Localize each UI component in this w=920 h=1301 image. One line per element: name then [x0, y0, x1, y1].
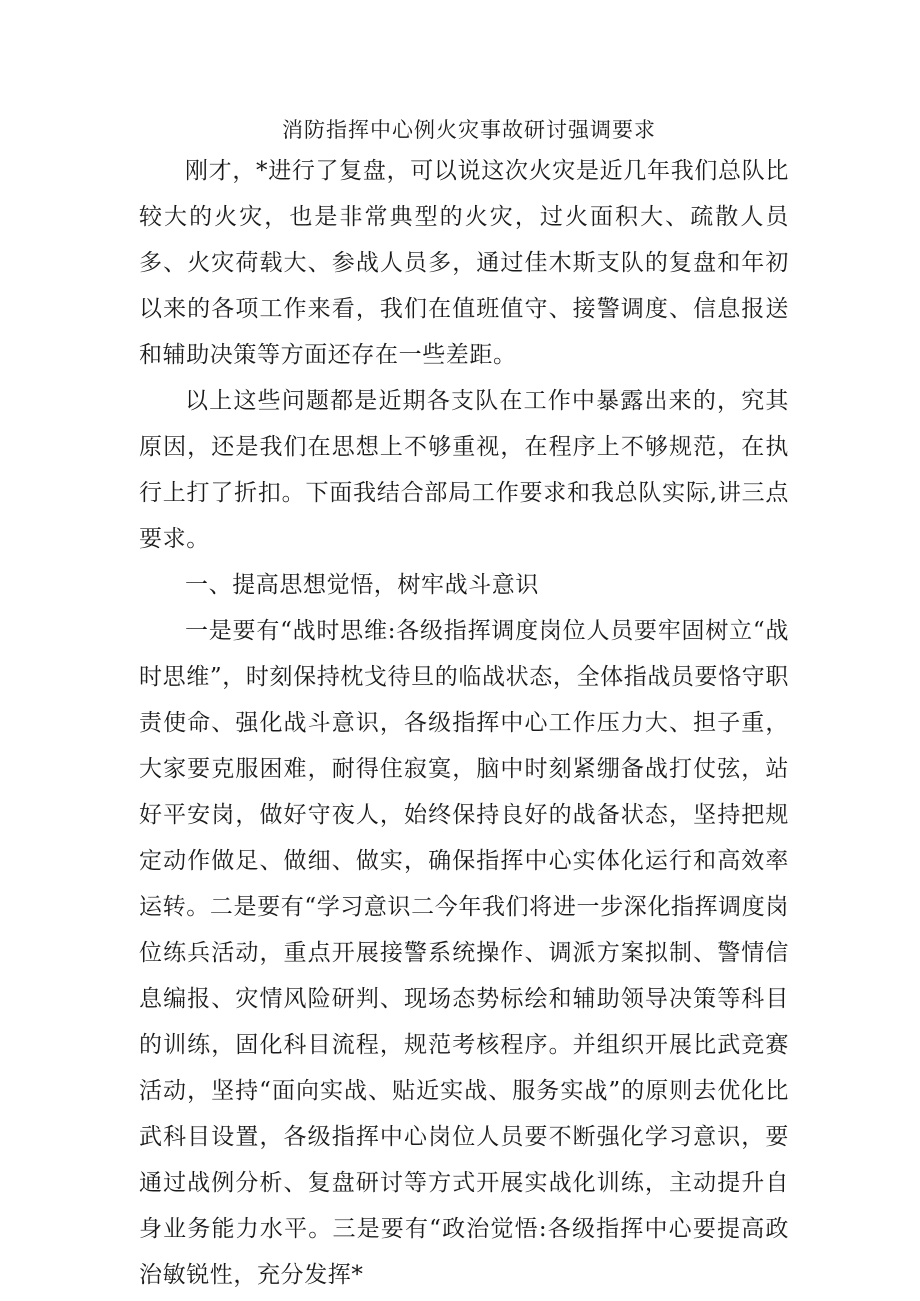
paragraph-intro: 刚才，*进行了复盘，可以说这次火灾是近几年我们总队比较大的火灾，也是非常典型的火灾，过火面积大、疏散人员多、火灾荷载大、参战人员多，通过佳木斯支队的复盘和年初以来的各项工作来看，我们在值班值守、接警调度、信息报送和辅助决策等方面还存在一些差距。 [139, 158, 789, 368]
paragraph-problems: 以上这些问题都是近期各支队在工作中暴露出来的，究其原因，还是我们在思想上不够重视，在程序上不够规范，在执行上打了折扣。下面我结合部局工作要求和我总队实际,讲三点要求。 [139, 388, 789, 552]
document-page [139, 112, 789, 1298]
section-heading: 一、提高思想觉悟，树牢战斗意识 [185, 572, 539, 598]
paragraph-section-body: 一是要有“战时思维:各级指挥调度岗位人员要牢固树立“战时思维”，时刻保持枕戈待旦的临战状态，全体指战员要恪守职责使命、强化战斗意识，各级指挥中心工作压力大、担子重，大家要克服困难，耐得住寂寞，脑中时刻紧绷备战打仗弦，站好平安岗，做好守夜人，始终保持良好的战备状态，坚持把规定动作做足、做细、做实，确保指挥中心实体化运行和高效率运转。二是要有“学习意识二今年我们将进一步深化指挥调度岗位练兵活动，重点开展接警系统操作、调派方案拟制、警情信息编报、灾情风险研判、现场态势标绘和辅助领导决策等科目的训练，固化科目流程，规范考核程序。并组织开展比武竞赛活动，坚持“面向实战、贴近实战、服务实战”的原则去优化比武科目设置，各级指挥中心岗位人员要不断强化学习意识，要通过战例分析、复盘研讨等方式开展实战化训练，主动提升自身业务能力水平。三是要有“政治觉悟:各级指挥中心要提高政治敏锐性，充分发挥* [139, 618, 789, 1288]
document-title: 消防指挥中心例火灾事故研讨强调要求 [282, 118, 656, 142]
